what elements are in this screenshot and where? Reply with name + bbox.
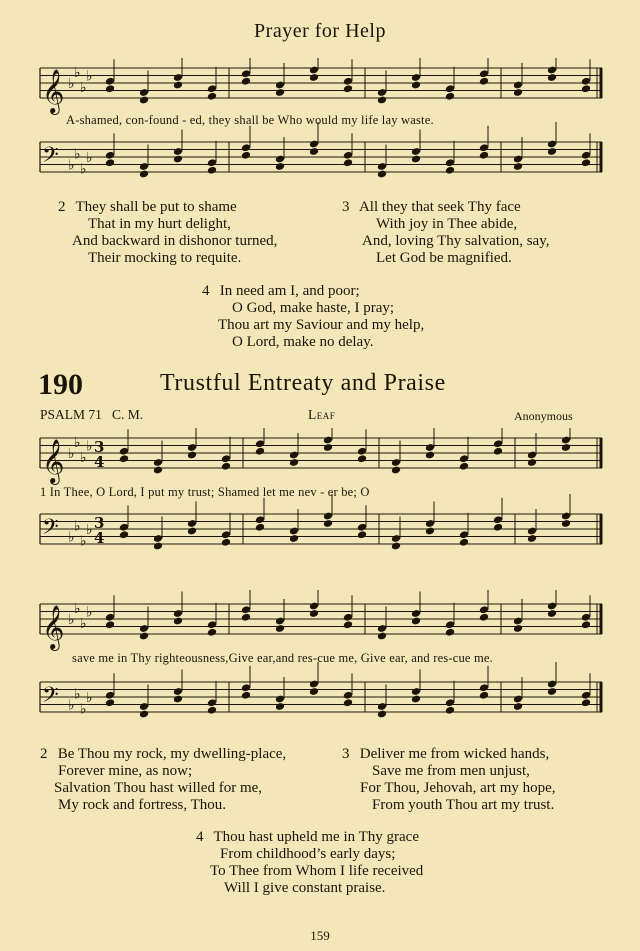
note-head xyxy=(377,632,387,641)
stanza-line: All they that seek Thy face xyxy=(358,199,521,215)
hymn-title-prayer-for-help: Prayer for Help xyxy=(254,20,386,42)
note-head xyxy=(323,519,333,528)
note-head xyxy=(323,443,333,452)
stanza-line: Be Thou my rock, my dwelling-place, xyxy=(57,746,287,762)
stanza-line: My rock and fortress, Thou. xyxy=(58,797,227,813)
note-head xyxy=(411,81,421,90)
flat-icon: ♭ xyxy=(80,533,87,550)
stanza-line: Deliver me from wicked hands, xyxy=(359,746,550,762)
stanza-line: Their mocking to requite. xyxy=(88,250,242,266)
stanza-number: 4 xyxy=(202,283,210,299)
note-head xyxy=(547,73,557,82)
note-head xyxy=(119,454,129,463)
note-head xyxy=(425,451,435,460)
note-head xyxy=(207,92,217,101)
stanza-number: 4 xyxy=(196,829,204,845)
note-head xyxy=(153,466,163,475)
note-head xyxy=(357,454,367,463)
stanza-line: Thou hast upheld me in Thy grace xyxy=(213,829,419,845)
stanza-line: With joy in Thee abide, xyxy=(376,216,518,232)
flat-icon: ♭ xyxy=(80,79,87,96)
bass-clef-icon: 𝄢 xyxy=(42,143,59,173)
note-head xyxy=(377,96,387,105)
flat-icon: ♭ xyxy=(74,518,81,535)
note-head xyxy=(119,530,129,539)
stanza-line: Salvation Thou hast willed for me, xyxy=(54,780,263,796)
flat-icon: ♭ xyxy=(74,146,81,163)
flat-icon: ♭ xyxy=(86,604,93,621)
flat-icon: ♭ xyxy=(86,690,93,706)
note-head xyxy=(513,88,523,97)
flat-icon: ♭ xyxy=(68,446,75,462)
note-head xyxy=(561,519,571,528)
flat-icon: ♭ xyxy=(86,438,93,455)
note-head xyxy=(445,706,455,715)
note-head xyxy=(343,620,353,629)
stanza-number: 3 xyxy=(342,199,350,215)
note-head xyxy=(309,687,319,696)
stanza-line: From childhood’s early days; xyxy=(220,846,396,862)
stanza-line: Thou art my Saviour and my help, xyxy=(218,317,425,333)
note-head xyxy=(479,691,489,700)
note-head xyxy=(289,458,299,467)
time-signature-upper: 3 xyxy=(94,514,105,532)
note-head xyxy=(343,698,353,707)
note-head xyxy=(581,620,591,629)
flat-icon: ♭ xyxy=(80,161,87,178)
meter-label: C. M. xyxy=(112,407,144,422)
flat-icon: ♭ xyxy=(74,434,81,451)
note-head xyxy=(275,624,285,633)
note-head xyxy=(391,542,401,551)
stanza-number: 2 xyxy=(40,746,48,762)
stanza-3 xyxy=(342,199,550,267)
flat-icon: ♭ xyxy=(68,612,75,628)
time-signature-lower: 4 xyxy=(94,529,105,547)
note-head xyxy=(275,88,285,97)
stanza-line: O God, make haste, I pray; xyxy=(232,300,395,316)
hymn-number: 190 xyxy=(38,368,83,401)
note-head xyxy=(411,155,421,164)
note-head xyxy=(207,628,217,637)
note-head xyxy=(173,155,183,164)
stanza-2 xyxy=(40,746,286,814)
stanza-line: They shall be put to shame xyxy=(75,199,237,215)
flat-icon: ♭ xyxy=(68,529,75,546)
note-head xyxy=(241,691,251,700)
note-head xyxy=(391,466,401,475)
note-head xyxy=(357,530,367,539)
note-head xyxy=(139,710,149,719)
stanza-line: That in my hurt delight, xyxy=(88,216,231,232)
stanza-line: In need am I, and poor; xyxy=(219,283,360,299)
note-head xyxy=(105,158,115,167)
note-head xyxy=(527,534,537,543)
note-head xyxy=(275,702,285,711)
psalm-reference xyxy=(40,407,143,423)
flat-icon: ♭ xyxy=(74,600,81,617)
note-head xyxy=(479,77,489,86)
note-head xyxy=(275,162,285,171)
flat-icon: ♭ xyxy=(80,701,87,718)
time-signature-lower: 4 xyxy=(94,453,105,471)
flat-icon: ♭ xyxy=(68,157,75,174)
note-head xyxy=(139,632,149,641)
treble-clef-icon: 𝄞 xyxy=(42,605,65,649)
note-head xyxy=(547,687,557,696)
stanza-3 xyxy=(342,746,556,814)
note-head xyxy=(105,620,115,629)
hymn-title: Trustful Entreaty and Praise xyxy=(160,370,446,396)
flat-icon: ♭ xyxy=(74,64,81,81)
stanza-2 xyxy=(58,199,277,267)
stanza-number: 2 xyxy=(58,199,66,215)
note-head xyxy=(207,166,217,175)
stanza-line: Forever mine, as now; xyxy=(58,763,193,779)
bass-clef-icon: 𝄢 xyxy=(42,683,59,713)
stanza-line: From youth Thou art my trust. xyxy=(372,797,555,813)
flat-icon: ♭ xyxy=(86,150,93,166)
treble-clef-icon: 𝄞 xyxy=(42,439,65,483)
note-head xyxy=(547,609,557,618)
note-head xyxy=(173,617,183,626)
lyric-line: A-shamed, con-found - ed, they shall be Who would my life lay waste. xyxy=(66,113,434,127)
note-head xyxy=(445,628,455,637)
note-head xyxy=(425,527,435,536)
psalm-label: PSALM 71 xyxy=(40,407,102,422)
note-head xyxy=(221,462,231,471)
note-head xyxy=(139,170,149,179)
note-head xyxy=(411,617,421,626)
flat-icon: ♭ xyxy=(86,68,93,85)
stanza-line: For Thou, Jehovah, art my hope, xyxy=(360,780,556,796)
tune-name: Leaf xyxy=(308,407,336,422)
note-head xyxy=(187,527,197,536)
note-head xyxy=(411,695,421,704)
stanza-line: And backward in dishonor turned, xyxy=(72,233,278,249)
note-head xyxy=(139,96,149,105)
flat-icon: ♭ xyxy=(80,449,87,466)
stanza-line: Will I give constant praise. xyxy=(224,880,386,896)
note-head xyxy=(581,698,591,707)
note-head xyxy=(221,538,231,547)
note-head xyxy=(105,698,115,707)
stanza-4 xyxy=(196,829,423,897)
stanza-line: Save me from men unjust, xyxy=(372,763,530,779)
note-head xyxy=(513,702,523,711)
note-head xyxy=(173,81,183,90)
composer: Anonymous xyxy=(514,409,573,423)
note-head xyxy=(527,458,537,467)
note-head xyxy=(309,609,319,618)
stanza-line: To Thee from Whom I life received xyxy=(210,863,424,879)
note-head xyxy=(343,84,353,93)
note-head xyxy=(547,147,557,156)
note-head xyxy=(377,170,387,179)
flat-icon: ♭ xyxy=(80,615,87,632)
note-head xyxy=(241,151,251,160)
note-head xyxy=(173,695,183,704)
note-head xyxy=(493,447,503,456)
time-signature-upper: 3 xyxy=(94,438,105,456)
note-head xyxy=(105,84,115,93)
note-head xyxy=(445,92,455,101)
note-head xyxy=(377,710,387,719)
note-head xyxy=(309,147,319,156)
treble-clef-icon: 𝄞 xyxy=(42,69,65,113)
stanza-line: And, loving Thy salvation, say, xyxy=(362,233,550,249)
note-head xyxy=(479,151,489,160)
note-head xyxy=(459,462,469,471)
note-head xyxy=(309,73,319,82)
flat-icon: ♭ xyxy=(86,522,93,538)
page-number: 159 xyxy=(310,928,330,943)
note-head xyxy=(343,158,353,167)
flat-icon: ♭ xyxy=(68,697,75,714)
lyric-line: 1 In Thee, O Lord, I put my trust; Shamed let me nev - er be; O xyxy=(40,485,370,499)
note-head xyxy=(459,538,469,547)
stanza-line: O Lord, make no delay. xyxy=(232,334,374,350)
note-head xyxy=(445,166,455,175)
flat-icon: ♭ xyxy=(74,686,81,703)
note-head xyxy=(561,443,571,452)
note-head xyxy=(187,451,197,460)
note-head xyxy=(493,523,503,532)
lyric-line: save me in Thy righteousness,Give ear,and res-cue me, Give ear, and res-cue me. xyxy=(72,651,494,665)
note-head xyxy=(207,706,217,715)
stanza-4 xyxy=(202,283,424,351)
note-head xyxy=(289,534,299,543)
stanza-number: 3 xyxy=(342,746,350,762)
bass-clef-icon: 𝄢 xyxy=(42,515,59,545)
note-head xyxy=(513,162,523,171)
note-head xyxy=(241,77,251,86)
note-head xyxy=(581,84,591,93)
note-head xyxy=(513,624,523,633)
flat-icon: ♭ xyxy=(68,76,75,92)
note-head xyxy=(255,447,265,456)
note-head xyxy=(581,158,591,167)
note-head xyxy=(255,523,265,532)
stanza-line: Let God be magnified. xyxy=(376,250,512,266)
note-head xyxy=(153,542,163,551)
note-head xyxy=(479,613,489,622)
note-head xyxy=(241,613,251,622)
